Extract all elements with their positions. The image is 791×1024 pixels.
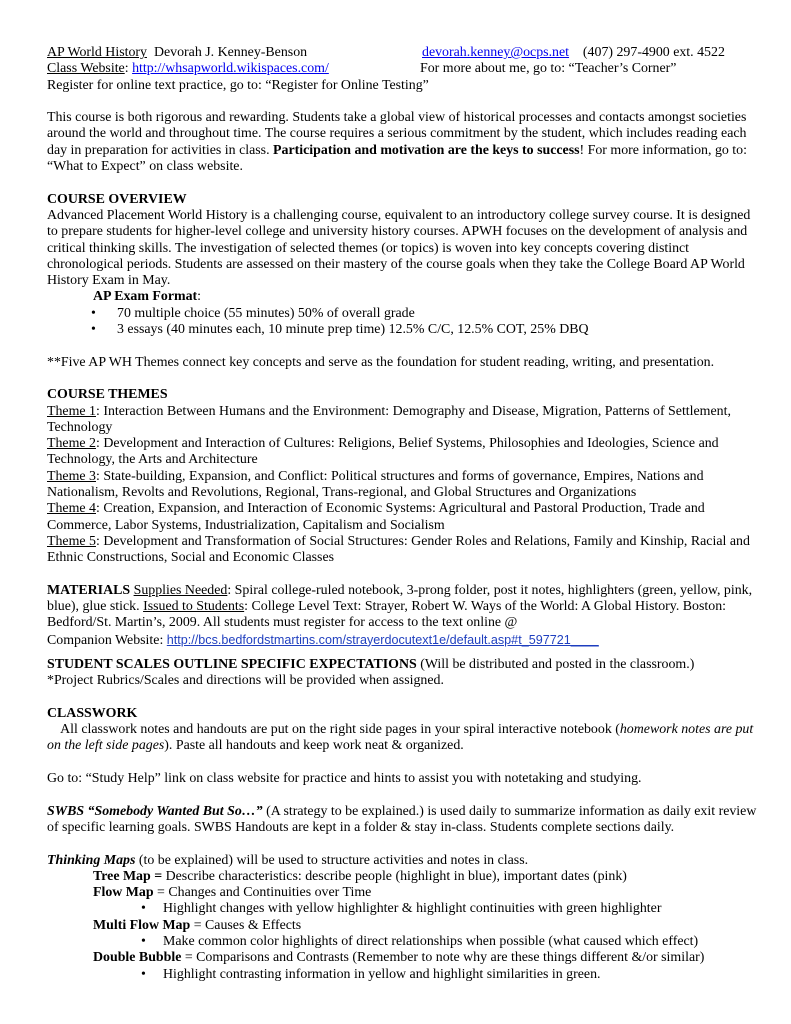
intro-paragraph bbox=[47, 110, 759, 175]
header-line-2: Class Website: http://whsapworld.wikispaces.com/ For more about me, go to: “Teacher’s Corner” bbox=[47, 61, 677, 77]
exam-format-label: AP Exam Format: bbox=[93, 289, 202, 305]
double-bubble-bullet: • Highlight contrasting information in yellow and highlight similarities in green. bbox=[141, 966, 601, 982]
intro-text-a: This course is both rigorous and rewarding. Students take a global view of historical processes and contacts amongst societies around the world and throughout time. The course requires a serious commitment by the student, which includes reading each day in preparation for activities in class. bbox=[47, 110, 747, 158]
multi-flow-map-bullet: • Make common color highlights of direct relationships when possible (what caused which effect) bbox=[141, 934, 699, 950]
overview-heading: COURSE OVERVIEW bbox=[47, 191, 187, 207]
header-line-1 bbox=[47, 45, 759, 61]
theme-item: Theme 4: Creation, Expansion, and Interaction of Economic Systems: Agricultural and Pastoral Production, Trade and Commerce, Labor Systems, Industrialization, Capitalism and Socialism bbox=[47, 501, 705, 533]
supplies-label: Supplies Needed bbox=[133, 582, 228, 598]
issued-label: Issued to Students bbox=[143, 599, 245, 615]
about-me-text: For more about me, go to: “Teacher’s Corner” bbox=[420, 61, 677, 77]
companion-website-line: Companion Website: http://bcs.bedfordstmartins.com/strayerdocutext1e/default.asp#t_597721____ bbox=[47, 632, 599, 648]
classwork-heading: CLASSWORK bbox=[47, 705, 138, 721]
exam-item: • 70 multiple choice (55 minutes) 50% of overall grade bbox=[91, 305, 415, 321]
theme-item: Theme 5: Development and Transformation of Social Structures: Gender Roles and Relations, Family and Kinship, Racial and Ethnic Constructions, Social and Economic Classes bbox=[47, 533, 750, 566]
exam-item: • 3 essays (40 minutes each, 10 minute prep time) 12.5% C/C, 12.5% COT, 25% DBQ bbox=[91, 322, 589, 338]
flow-map-line: Flow Map = Changes and Continuities over Time bbox=[93, 885, 372, 901]
materials-paragraph: MATERIALS Supplies Needed: Spiral college-ruled notebook, 3-prong folder, post it notes, highlighters (green, yellow, pink, blue), glue stick. Issued to Students: College Level Text: Strayer, Robert W. Ways of the World: A Global History. Boston: Bedford/St. Martin’s, 2009. All students must register for access to the text online @ bbox=[47, 582, 753, 631]
swbs-label: SWBS “Somebody Wanted But So…” bbox=[47, 803, 263, 819]
phone-number: (407) 297-4900 ext. 4522 bbox=[582, 45, 725, 60]
email-link[interactable]: devorah.kenney@ocps.net bbox=[422, 45, 570, 60]
intro-bold: Participation and motivation are the keys to success bbox=[273, 142, 580, 158]
document-page bbox=[47, 45, 759, 983]
overview-body: Advanced Placement World History is a challenging course, equivalent to an introductory college survey course. It is designed to prepare students for higher-level college and university history courses. APWH focuses on the development of analysis and critical thinking skills. The investigation of selected themes (or topics) is woven into key concepts covering distinct chronological periods. Students are assessed on their mastery of the course goals when they take the College Board AP World History Exam in May. bbox=[47, 207, 751, 289]
flow-map-bullet: • Highlight changes with yellow highlighter & highlight continuities with green highlighter bbox=[141, 901, 662, 917]
intro-text-b: ! For more information, go to: “What to Expect” on class website. bbox=[47, 142, 747, 175]
tree-map-line: Tree Map = Describe characteristics: describe people (highlight in blue), important dates (pink) bbox=[93, 868, 627, 884]
teacher-name: Devorah J. Kenney-Benson bbox=[153, 45, 308, 60]
scales-heading: STUDENT SCALES OUTLINE SPECIFIC EXPECTATIONS bbox=[47, 656, 417, 672]
website-link[interactable]: http://whsapworld.wikispaces.com/ bbox=[132, 61, 329, 77]
classwork-paragraph: CLASSWORK All classwork notes and handouts are put on the right side pages in your spiral interactive notebook (homework notes are put on the left side pages). Paste all handouts and keep work neat & organized. bbox=[47, 705, 754, 754]
companion-website-link[interactable]: http://bcs.bedfordstmartins.com/strayerdocutext1e/default.asp#t_597721____ bbox=[166, 632, 599, 647]
thinking-maps-intro: Thinking Maps (to be explained) will be used to structure activities and notes in class. bbox=[47, 852, 529, 868]
theme-item: Theme 3: State-building, Expansion, and Conflict: Political structures and forms of governance, Empires, Nations and Nationalism, Revolts and Revolutions, Regional, Trans-regional, and Global Structures and Organizations bbox=[47, 468, 704, 501]
multi-flow-map-line: Multi Flow Map = Causes & Effects bbox=[93, 917, 302, 933]
website-label: Class Website bbox=[47, 61, 125, 77]
theme-item: Theme 2: Development and Interaction of Cultures: Religions, Belief Systems, Philosophies and Ideologies, Science and Technology, the Arts and Architecture bbox=[47, 436, 719, 468]
register-text: Register for online text practice, go to: “Register for Online Testing” bbox=[47, 77, 429, 93]
theme-item: Theme 1: Interaction Between Humans and the Environment: Demography and Disease, Migration, Patterns of Settlement, Technology bbox=[47, 403, 731, 435]
themes-note: **Five AP WH Themes connect key concepts and serve as the foundation for student reading, writing, and presentation. bbox=[47, 354, 715, 370]
study-help-text: Go to: “Study Help” link on class website for practice and hints to assist you with notetaking and studying. bbox=[47, 771, 642, 787]
scales-note: *Project Rubrics/Scales and directions will be provided when assigned. bbox=[47, 673, 444, 689]
scales-line: STUDENT SCALES OUTLINE SPECIFIC EXPECTATIONS (Will be distributed and posted in the classroom.) bbox=[47, 656, 695, 672]
swbs-paragraph: SWBS “Somebody Wanted But So…” (A strategy to be explained.) is used daily to summarize information as daily exit review of specific learning goals. SWBS Handouts are kept in a folder & stay in-class. Students complete sections daily. bbox=[47, 803, 757, 835]
themes-heading: COURSE THEMES bbox=[47, 387, 168, 403]
course-title: AP World History bbox=[47, 45, 147, 60]
materials-heading: MATERIALS bbox=[47, 582, 131, 598]
double-bubble-line: Double Bubble = Comparisons and Contrasts (Remember to note why are these things different &/or similar) bbox=[93, 950, 705, 966]
